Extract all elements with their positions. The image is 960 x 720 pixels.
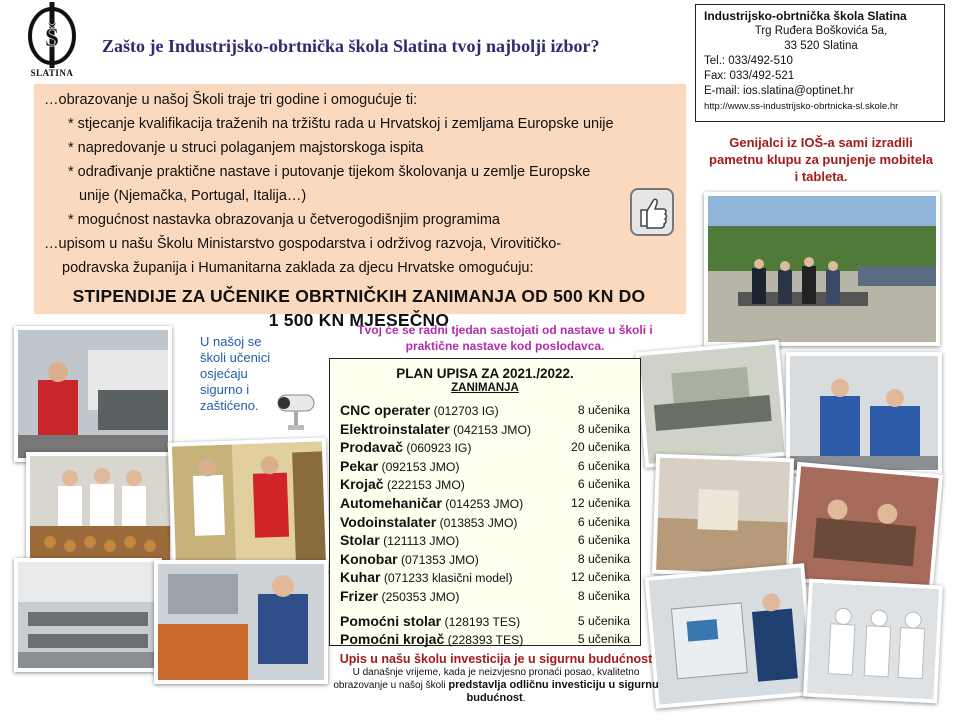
enrollment-plan-box	[329, 358, 641, 646]
school-email[interactable]: E-mail: ios.slatina@optinet.hr	[704, 85, 854, 97]
logo-caption: SLATINA	[30, 68, 74, 78]
occupation-name: Konobar	[340, 550, 398, 567]
occupation-name: Frizer	[340, 587, 379, 604]
smart-bench-note: Genijalci iz IOŠ-a sami izradili pametnu klupu za punjenje mobitela i tableta.	[709, 135, 933, 184]
photo-smart-bench	[704, 192, 940, 346]
occupation-code: (071233 klasični model)	[380, 571, 513, 586]
scholarship-intro-cont: podravska županija i Humanitarna zaklada za djecu Hrvatske omogućuju:	[62, 260, 534, 276]
occupation-code: (092153 JMO)	[378, 459, 460, 474]
occupation-code: (228393 TES)	[444, 633, 524, 648]
occupation-code: (014253 JMO)	[441, 496, 524, 511]
work-week-note: Tvoj će se radni tjedan sastojati od nastave u školi i praktične nastave kod poslodavca.	[357, 323, 653, 353]
plan-title: PLAN UPISA ZA 2021./2022.	[396, 366, 574, 381]
student-count: 20 učenika	[571, 440, 630, 455]
plan-row	[340, 439, 630, 458]
occupation-name: Pekar	[340, 457, 379, 474]
student-count: 8 učenika	[577, 551, 630, 566]
occupation-name: Automehaničar	[340, 494, 442, 511]
photo-chefs	[803, 579, 943, 704]
contact-box	[695, 4, 945, 122]
occupation-name: Pomoćni stolar	[340, 612, 442, 629]
school-logo	[22, 2, 82, 78]
photo-shop	[168, 437, 331, 576]
occupation-code: (121113 JMO)	[379, 534, 460, 549]
benefit-item-cont: unije (Njemačka, Portugal, Italija…)	[79, 188, 307, 204]
student-count: 5 učenika	[577, 632, 630, 647]
student-count: 12 učenika	[571, 570, 630, 585]
security-note: U našoj se školi učenici osjećaju sigurno i zaštićeno.	[200, 334, 271, 413]
benefit-item: * napredovanje u struci polaganjem majstorskoga ispita	[68, 140, 424, 156]
student-count: 6 učenika	[577, 458, 630, 473]
security-camera-icon	[272, 385, 322, 435]
occupation-name: Krojač	[340, 476, 384, 493]
occupation-code: (250353 JMO)	[378, 589, 460, 604]
scholarship-intro: …upisom u našu Školu Ministarstvo gospodarstva i održivog razvoja, Virovitičko-	[44, 236, 562, 252]
student-count: 8 učenika	[577, 403, 630, 417]
plan-row	[340, 551, 630, 570]
occupation-name: Kuhar	[340, 569, 381, 586]
investment-title: Upis u našu školu investicija je u sigurnu budućnost	[339, 652, 653, 666]
occupation-name: Stolar	[340, 532, 380, 549]
plan-row	[340, 402, 630, 421]
benefits-box	[34, 84, 686, 330]
plan-subtitle: ZANIMANJA	[451, 382, 519, 394]
plan-row	[340, 458, 630, 477]
student-count: 5 učenika	[577, 613, 630, 628]
school-street: Trg Ruđera Boškovića 5a,	[754, 25, 888, 37]
benefit-item: * mogućnost nastavka obrazovanja u četverogodišnjim programima	[68, 212, 500, 228]
photo-mechanic	[14, 326, 172, 462]
occupation-code: (071353 JMO)	[397, 552, 479, 567]
thumbs-up-icon	[630, 188, 674, 236]
benefits-intro: …obrazovanje u našoj Školi traje tri godine i omogućuje ti:	[44, 92, 418, 108]
plan-rows	[340, 402, 630, 607]
photo-students-blue	[786, 352, 942, 474]
bottom-note	[324, 652, 668, 705]
plan-row	[340, 532, 630, 551]
occupation-name: Prodavač	[340, 439, 404, 456]
photo-workshop-1	[635, 340, 789, 468]
scholarship-line2: 1 500 KN MJESEČNO	[268, 310, 450, 330]
page-headline: Zašto je Industrijsko-obrtnička škola Slatina tvoj najbolji izbor?	[102, 36, 600, 56]
investment-text2: obrazovanje u našoj školi predstavlja odličnu investiciju u sigurnu budućnost.	[333, 679, 659, 704]
school-website[interactable]: http://www.ss-industrijsko-obrtnicka-sl.skole.hr	[704, 101, 899, 112]
student-count: 12 učenika	[571, 495, 630, 510]
plan-row	[340, 588, 630, 607]
plan-aux-rows	[340, 613, 630, 650]
occupation-name: Vodoinstalater	[340, 513, 437, 530]
plan-row	[340, 421, 630, 440]
investment-text1: U današnje vrijeme, kada je neizvjesno pronaći posao, kvalitetno	[352, 667, 640, 678]
occupation-code: (012703 IG)	[430, 404, 499, 418]
occupation-name: Elektroinstalater	[340, 420, 450, 437]
occupation-name: CNC operater	[340, 402, 431, 418]
student-count: 8 učenika	[577, 421, 630, 436]
occupation-code: (042153 JMO)	[449, 422, 532, 437]
plan-row	[340, 495, 630, 514]
plan-row	[340, 514, 630, 533]
school-city: 33 520 Slatina	[784, 40, 858, 52]
logo-letter: Š	[44, 23, 60, 52]
school-fax: Fax: 033/492-521	[704, 70, 795, 82]
student-count: 8 učenika	[577, 588, 630, 603]
school-name: Industrijsko-obrtnička škola Slatina	[704, 9, 907, 23]
photo-electrician	[154, 560, 328, 684]
occupation-code: (222153 JMO)	[383, 478, 465, 493]
photo-sewing	[652, 454, 794, 579]
plan-row	[340, 631, 630, 650]
school-tel: Tel.: 033/492-510	[704, 55, 793, 67]
plan-row	[340, 476, 630, 495]
plan-row	[340, 613, 630, 632]
student-count: 6 učenika	[577, 477, 630, 492]
occupation-code: (013853 JMO)	[436, 515, 518, 530]
occupation-code: (128193 TES)	[441, 614, 521, 629]
photo-students-group	[787, 462, 943, 594]
benefit-item: * odrađivanje praktične nastave i putovanje tijekom školovanja u zemlje Europske	[68, 164, 591, 180]
student-count: 6 učenika	[577, 533, 630, 548]
occupation-code: (060923 IG)	[403, 441, 472, 456]
scholarship-line1: STIPENDIJE ZA UČENIKE OBRTNIČKIH ZANIMANJA OD 500 KN DO	[72, 286, 646, 306]
photo-classroom	[14, 558, 162, 672]
plan-row	[340, 569, 630, 588]
photo-cnc	[645, 563, 816, 708]
benefit-item: * stjecanje kvalifikacija traženih na tržištu rada u Hrvatskoj i zemljama Europske unije	[68, 116, 614, 132]
student-count: 6 učenika	[577, 514, 630, 529]
photo-bakery	[26, 452, 174, 570]
occupation-name: Pomoćni krojač	[340, 631, 445, 648]
